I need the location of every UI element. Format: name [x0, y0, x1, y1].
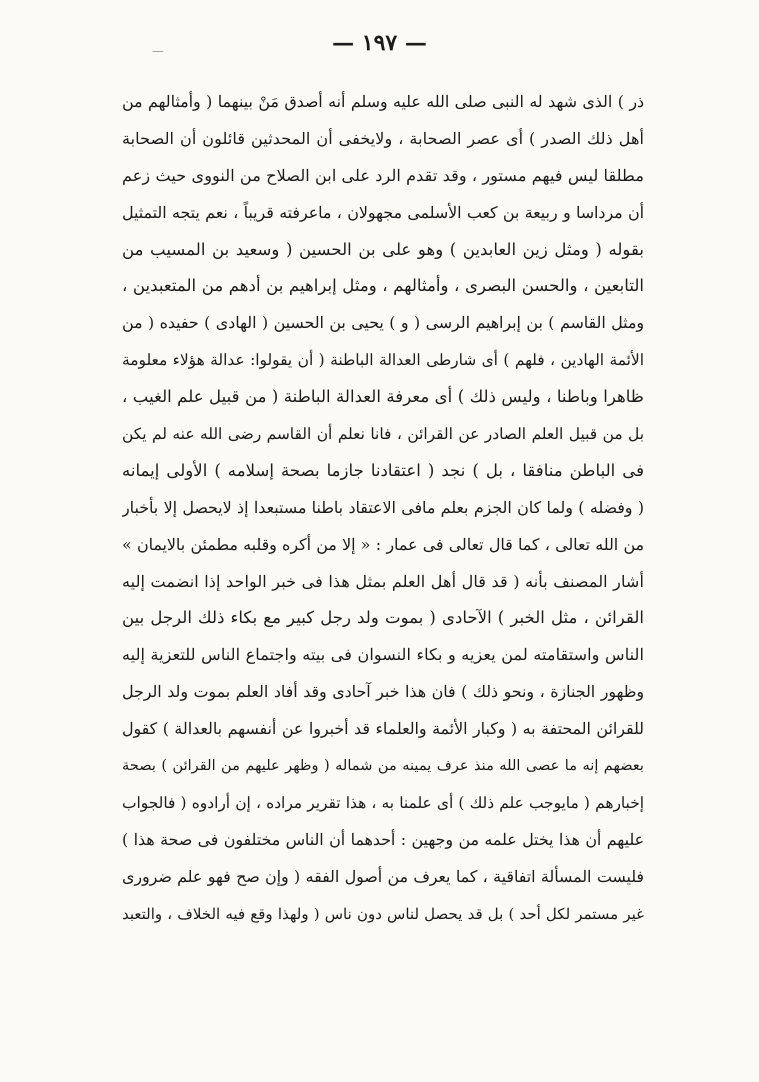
text-line: ومثل القاسم ) بن إبراهيم الرسى ( و ) يحيى بن الحسين ( الهادى ) حفيده ( من: [122, 313, 644, 333]
text-line: بل من قبيل العلم الصادر عن القرائن ، فانا نعلم أن القاسم رضى الله عنه لم يكن: [122, 425, 644, 444]
text-line: القرائن ، مثل الخبر ) الآحادى ( بموت ولد رجل كبير مع بكاء ذلك الرجل بين: [122, 608, 644, 628]
text-line: أشار المصنف بأنه ( قد قال أهل العلم بمثل هذا فى خبر الواحد إذا انضمت إليه: [122, 571, 644, 591]
body-text: [122, 84, 644, 932]
text-line: فى الباطن منافقا ، بل ) نجد ( اعتقادنا جازما بصحة إسلامه ) الأولى إيمانه: [122, 460, 644, 480]
text-line: الأئمة الهادين ، فلهم ) أى شارطى العدالة الباطنة ( أن يقولوا: عدالة هؤلاء معلومة: [122, 351, 644, 370]
text-line: وظهور الجنازة ، ونحو ذلك ) فان هذا خبر آحادى وقد أفاد العلم بموت ولد الرجل: [122, 682, 644, 702]
text-line: إخبارهم ( مايوجب علم ذلك ) أى علمنا به ، هذا تقرير مراده ، إن أرادوه ( فالجواب: [122, 793, 644, 812]
text-line: ذر ) الذى شهد له النبى صلى الله عليه وسلم أنه أصدق مَنْ بينهما ( وأمثالهم من: [122, 92, 644, 111]
text-line: أن مرداسا و ربيعة بن كعب الأسلمى مجهولان ، ماعرفته قريباً ، نعم يتجه التمثيل: [122, 202, 644, 222]
text-line: غير مستمر لكل أحد ) بل قد يحصل لناس دون ناس ( ولهذا وقع فيه الخلاف ، والتعبد: [122, 904, 644, 923]
text-line: ( وفضله ) ولما كان الجزم بعلم مافى الاعتقاد باطنا مستبعدا إذ لايحصل إلا بأخبار: [122, 497, 644, 517]
text-line: ظاهرا وباطنا ، وليس ذلك ) أى معرفة العدالة الباطنة ( من قبيل علم الغيب ،: [122, 387, 644, 407]
text-line: مطلقا ليس فيهم مستور ، وقد تقدم الرد على ابن الصلاح من النووى حيث زعم: [122, 165, 644, 185]
text-line: بعضهم إنه ما عصى الله منذ عرف يمينه من شماله ( وظهر عليهم من القرائن ) بصحة: [122, 757, 644, 775]
text-line: للقرائن المحتفة به ( وكبار الأئمة والعلماء قد أخبروا عن أنفسهم بالعدالة ) كقول: [122, 719, 644, 739]
text-line: أهل ذلك الصدر ) أى عصر الصحابة ، ولايخفى أن المحدثين قائلون أن الصحابة: [122, 128, 644, 148]
margin-mark: —: [152, 44, 164, 58]
text-line: الناس واستقامته لمن يعزيه و بكاء النسوان فى بيته واجتماع الناس للتعزية إليه: [122, 645, 644, 665]
text-line: بقوله ( ومثل زين العابدين ) وهو على بن الحسين ( وسعيد بن المسيب من: [122, 239, 644, 259]
text-line: من الله تعالى ، كما قال تعالى فى عمار : « إلا من أكره وقلبه مطمئن بالايمان »: [122, 534, 644, 554]
text-line: التابعين ، والحسن البصرى ، وأمثالهم ، ومثل إبراهيم بن أدهم من المتعبدين ،: [122, 276, 644, 296]
page-number: — ١٩٧ —: [332, 30, 427, 56]
text-line: فليست المسألة اتفاقية ، كما يعرف من أصول الفقه ( وإن صح فهو علم ضرورى: [122, 866, 644, 886]
text-line: عليهم أن هذا يختل علمه من وجهين : أحدهما أن الناس مختلفون فى صحة هذا ): [122, 829, 644, 849]
